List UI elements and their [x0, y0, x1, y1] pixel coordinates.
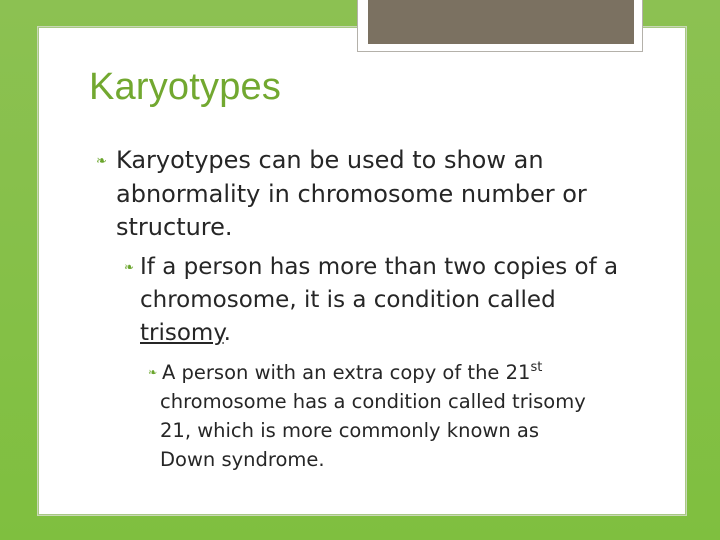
bullet-level-1 [96, 144, 636, 244]
flourish-bullet-icon: ❧ [124, 260, 135, 274]
bullet-level-2 [124, 251, 640, 350]
underlined-term: trisomy [140, 320, 224, 346]
header-tab [368, 0, 634, 44]
bullet-text: Karyotypes can be used to show an abnormality in chromosome number or structure. [116, 146, 587, 241]
bullet-text-end: . [223, 320, 231, 346]
slide-title: Karyotypes [89, 66, 282, 108]
flourish-bullet-icon: ❧ [148, 366, 158, 379]
ordinal-superscript: st [530, 360, 543, 375]
bullet-text: If a person has more than two copies of a chromosome, it is a condition called [140, 254, 619, 313]
bullet-text: A person with an extra copy of the 21 [162, 361, 531, 384]
bullet-level-3 [148, 358, 600, 474]
flourish-bullet-icon: ❧ [96, 154, 107, 169]
bullet-text-end: chromosome has a condition called trisomy 21, which is more commonly known as Down syndrome. [160, 390, 586, 471]
